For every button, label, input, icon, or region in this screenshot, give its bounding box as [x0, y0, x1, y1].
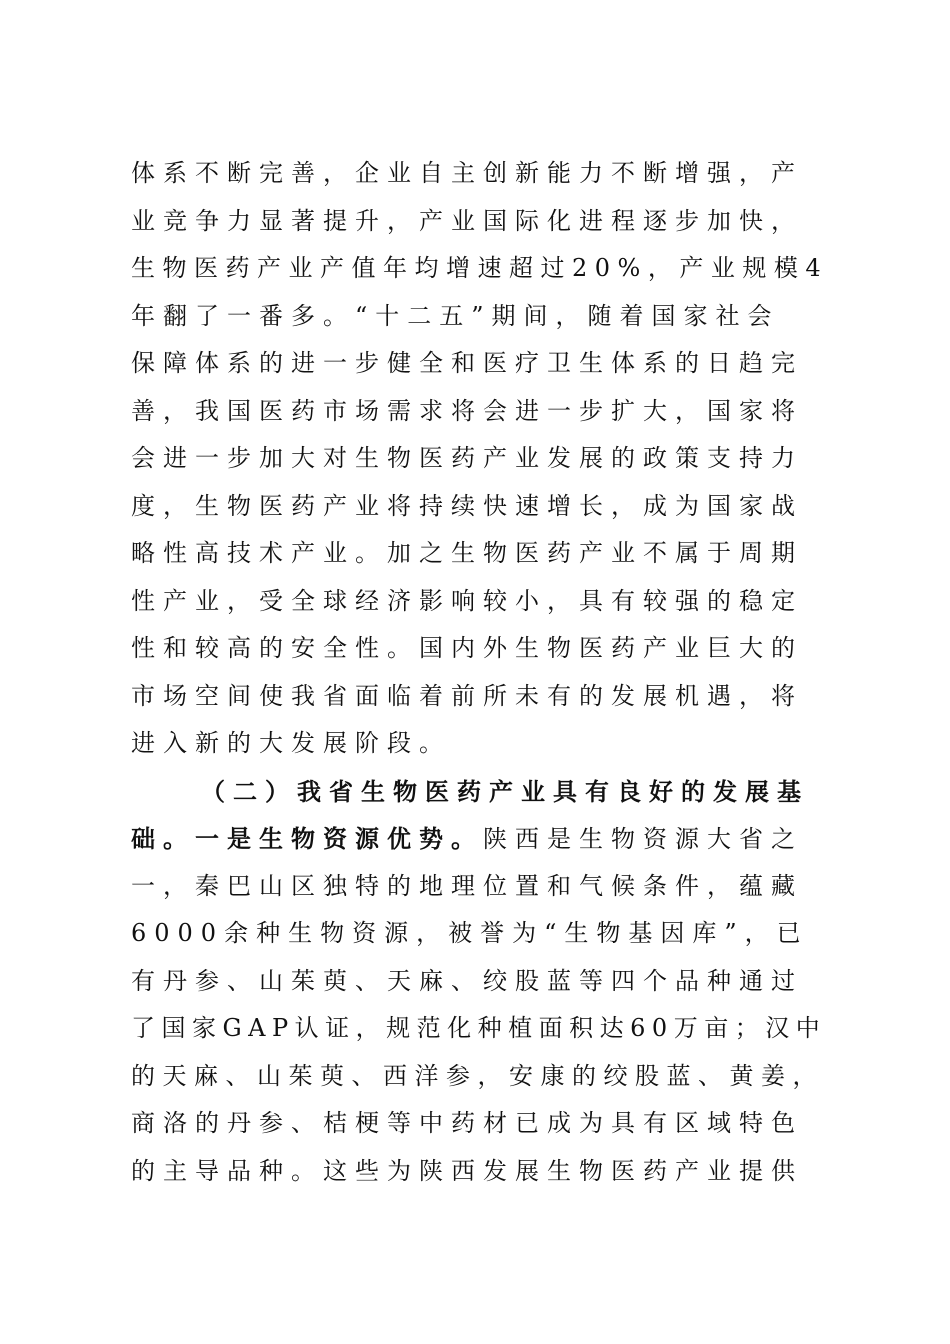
text-line: [131, 958, 831, 1006]
text-segment: 善，我国医药市场需求将会进一步扩大，国家将: [131, 396, 803, 425]
text-segment: 商洛的丹参、桔梗等中药材已成为具有区域特色: [131, 1109, 803, 1137]
text-line: [131, 1053, 831, 1101]
text-line: [131, 435, 831, 483]
text-line: [131, 578, 831, 626]
text-line: [131, 625, 831, 673]
text-line: [131, 198, 831, 246]
text-segment: 陕西是生物资源大省之: [483, 825, 803, 853]
text-line: [131, 1100, 831, 1148]
bold-text-segment: （二）我省生物医药产业具有良好的发展基: [201, 776, 809, 806]
body-text: [131, 150, 831, 1195]
text-segment: 性和较高的安全性。国内外生物医药产业巨大的: [131, 634, 803, 662]
text-line: [131, 768, 831, 816]
text-line: [131, 673, 831, 721]
text-line: [131, 720, 831, 768]
text-segment: 进入新的大发展阶段。: [131, 729, 451, 757]
text-segment: 有丹参、山茱萸、天麻、绞股蓝等四个品种通过: [131, 966, 803, 995]
text-segment: 性产业，受全球经济影响较小，具有较强的稳定: [131, 586, 803, 615]
text-line: [131, 815, 831, 863]
text-segment: 市场空间使我省面临着前所未有的发展机遇，将: [131, 681, 803, 710]
text-segment: 体系不断完善，企业自主创新能力不断增强，产: [131, 159, 803, 187]
text-line: [131, 1005, 831, 1053]
text-segment: 生物医药产业产值年均增速超过20%，产业规模4: [131, 254, 829, 282]
text-segment: 保障体系的进一步健全和医疗卫生体系的日趋完: [131, 349, 803, 377]
bold-text-segment: 础。一是生物资源优势。: [131, 824, 483, 853]
text-segment: 度，生物医药产业将持续快速增长，成为国家战: [131, 491, 803, 520]
text-segment: 会进一步加大对生物医药产业发展的政策支持力: [131, 444, 803, 472]
text-segment: 了国家GAP认证，规范化种植面积达60万亩；汉中: [131, 1014, 827, 1042]
text-segment: 的主导品种。这些为陕西发展生物医药产业提供: [131, 1156, 803, 1185]
text-line: [131, 245, 831, 293]
text-line: [131, 340, 831, 388]
text-line: [131, 150, 831, 198]
text-line: [131, 530, 831, 578]
text-segment: 略性高技术产业。加之生物医药产业不属于周期: [131, 539, 803, 567]
text-line: [131, 1148, 831, 1196]
text-segment: 业竞争力显著提升，产业国际化进程逐步加快，: [131, 206, 803, 235]
text-line: [131, 388, 831, 436]
text-segment: 6000余种生物资源，被誉为“生物基因库”，已: [131, 919, 809, 947]
text-segment: 年翻了一番多。“十二五”期间，随着国家社会: [131, 301, 780, 330]
text-segment: 一，秦巴山区独特的地理位置和气候条件，蕴藏: [131, 871, 803, 900]
text-line: [131, 910, 831, 958]
text-line: [131, 863, 831, 911]
text-segment: 的天麻、山茱萸、西洋参，安康的绞股蓝、黄姜，: [131, 1061, 824, 1090]
text-line: [131, 293, 831, 341]
text-line: [131, 483, 831, 531]
